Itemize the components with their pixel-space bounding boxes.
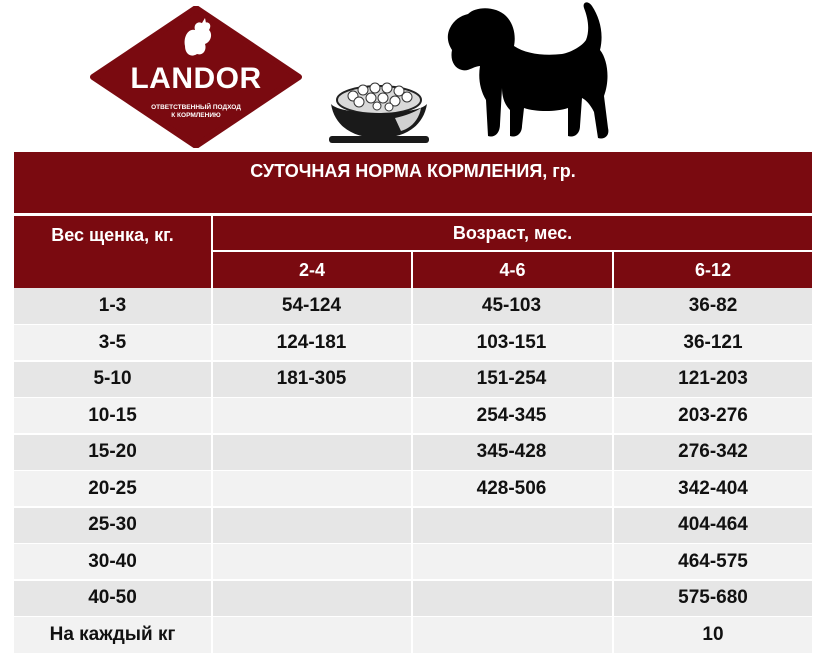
weight-cell: 5-10 <box>93 368 132 389</box>
weight-cell: 20-25 <box>88 477 137 499</box>
portion-cell <box>413 617 610 654</box>
logo-tagline-line1: ОТВЕТСТВЕННЫЙ ПОДХОД <box>151 104 241 111</box>
logo-tagline <box>87 104 305 120</box>
portion-cell <box>213 398 410 435</box>
weight-cell: 30-40 <box>88 550 137 572</box>
age-column-header: Возраст, мес. <box>213 216 812 250</box>
portion-cell <box>213 580 410 617</box>
age-group-header: 2-4 <box>213 252 411 288</box>
portion-cell: 45-103 <box>481 295 542 316</box>
portion-cell <box>213 434 410 471</box>
weight-cell: 15-20 <box>88 441 137 462</box>
portion-cell: 428-506 <box>476 477 547 499</box>
portion-cell: 404-464 <box>678 514 748 535</box>
table-row <box>14 288 812 325</box>
logo-tagline-line2: К КОРМЛЕНИЮ <box>171 112 221 119</box>
row-divider <box>14 433 812 435</box>
table-row <box>14 471 812 508</box>
portion-cell: 151-254 <box>476 368 547 389</box>
portion-cell: 36-121 <box>683 331 743 353</box>
portion-cell: 203-276 <box>678 404 748 426</box>
portion-cell <box>213 544 410 581</box>
portion-cell <box>413 544 610 581</box>
table-header <box>14 216 812 288</box>
portion-cell: 342-404 <box>678 477 748 499</box>
portion-cell <box>413 580 610 617</box>
portion-cell <box>413 507 610 544</box>
portion-cell: 575-680 <box>678 587 748 608</box>
portion-cell <box>213 507 410 544</box>
table-title: СУТОЧНАЯ НОРМА КОРМЛЕНИЯ, гр. <box>14 152 812 213</box>
logo-name: LANDOR <box>130 62 262 95</box>
portion-cell: 181-305 <box>276 368 347 389</box>
weight-cell: На каждый кг <box>49 623 176 645</box>
table-row <box>14 325 812 362</box>
age-group-header: 6-12 <box>614 252 812 288</box>
weight-cell: 40-50 <box>88 587 137 608</box>
table-row <box>14 398 812 435</box>
row-divider <box>14 506 812 508</box>
brand-logo <box>87 6 305 148</box>
portion-cell: 103-151 <box>476 331 547 353</box>
portion-cell: 345-428 <box>476 441 547 462</box>
row-divider <box>14 470 812 472</box>
portion-cell: 276-342 <box>678 441 748 462</box>
portion-cell: 36-82 <box>688 295 738 316</box>
weight-cell: 10-15 <box>88 404 137 426</box>
portion-cell: 121-203 <box>678 368 748 389</box>
portion-cell: 254-345 <box>476 404 547 426</box>
weight-cell: 3-5 <box>98 331 127 353</box>
table-row <box>14 507 812 544</box>
table-row <box>14 434 812 471</box>
portion-cell <box>213 471 410 508</box>
portion-cell: 10 <box>702 623 724 645</box>
weight-cell: 25-30 <box>88 514 137 535</box>
portion-cell: 124-181 <box>276 331 347 353</box>
portion-cell: 464-575 <box>678 550 748 572</box>
table-body <box>14 288 812 653</box>
dog-silhouette-icon <box>444 0 616 147</box>
row-divider <box>14 397 812 399</box>
table-row <box>14 544 812 581</box>
row-divider <box>14 543 812 545</box>
table-row <box>14 617 812 654</box>
weight-cell: 1-3 <box>98 295 127 316</box>
food-bowl-icon <box>325 76 433 146</box>
age-group-header: 4-6 <box>413 252 612 288</box>
row-divider <box>14 616 812 618</box>
row-divider <box>14 324 812 326</box>
portion-cell <box>213 617 410 654</box>
weight-column-header: Вес щенка, кг. <box>14 216 211 288</box>
portion-cell: 54-124 <box>281 295 342 316</box>
feeding-table <box>14 152 812 653</box>
row-divider <box>14 579 812 581</box>
table-row <box>14 580 812 617</box>
table-row <box>14 361 812 398</box>
row-divider <box>14 360 812 362</box>
